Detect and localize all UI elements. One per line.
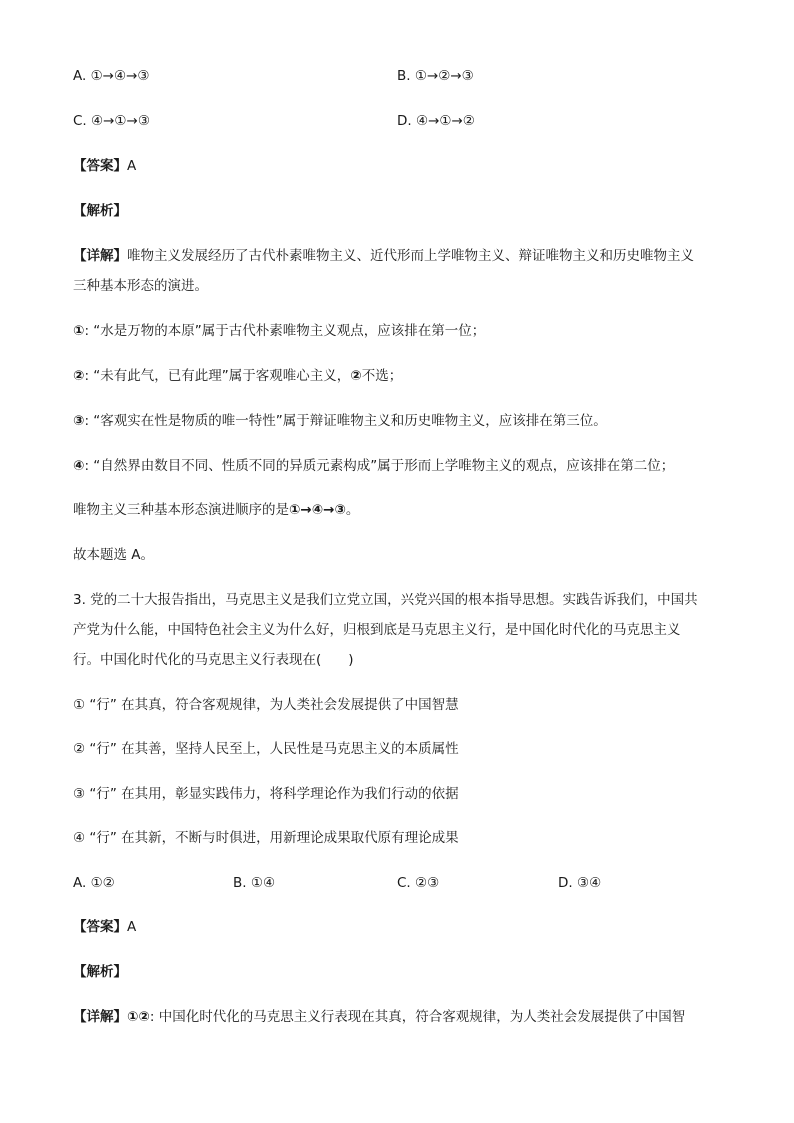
order-sequence: ①→④→③ bbox=[289, 502, 346, 518]
q2-detail-line-2: 三种基本形态的演进。 bbox=[73, 278, 208, 294]
detail-marks: ①② bbox=[127, 1009, 150, 1025]
q2-conclusion: 故本题选 A。 bbox=[73, 547, 155, 563]
detail-text: 唯物主义发展经历了古代朴素唯物主义、近代形而上学唯物主义、辩证唯物主义和历史唯物主义 bbox=[127, 248, 694, 264]
q2-analysis-tag bbox=[73, 201, 127, 221]
answer-tag: 【答案】 bbox=[73, 919, 127, 935]
q2-option-a: A. ①→④→③ bbox=[73, 68, 150, 84]
analysis-tag: 【解析】 bbox=[73, 203, 127, 219]
q3-analysis-tag bbox=[73, 962, 127, 982]
q3-option-d: D. ③④ bbox=[558, 875, 602, 891]
item-tail: 不选； bbox=[361, 368, 403, 384]
answer-tag: 【答案】 bbox=[73, 158, 127, 174]
item-mark: ② bbox=[73, 368, 85, 384]
q2-answer bbox=[73, 156, 136, 176]
item-mark: ③ bbox=[73, 413, 85, 429]
q3-option-c: C. ②③ bbox=[397, 875, 440, 891]
q2-option-d: D. ④→①→② bbox=[397, 113, 475, 129]
q3-detail-line-1 bbox=[73, 1007, 685, 1027]
q2-option-c: C. ④→①→③ bbox=[73, 113, 150, 129]
q2-option-b: B. ①→②→③ bbox=[397, 68, 474, 84]
item-mark: ① bbox=[73, 323, 85, 339]
item-text: : “自然界由数目不同、性质不同的异质元素构成”属于形而上学唯物主义的观点，应该排在第二位； bbox=[84, 458, 675, 474]
detail-tag: 【详解】 bbox=[73, 248, 127, 264]
q3-statement-2: ② “行” 在其善，坚持人民至上，人民性是马克思主义的本质属性 bbox=[73, 741, 459, 757]
order-text: 唯物主义三种基本形态演进顺序的是 bbox=[73, 502, 289, 518]
q3-stem-line-2: 产党为什么能，中国特色社会主义为什么好，归根到底是马克思主义行，是中国化时代化的马克思主义 bbox=[73, 622, 681, 638]
item-text: : “客观实在性是物质的唯一特性”属于辩证唯物主义和历史唯物主义，应该排在第三位。 bbox=[84, 413, 607, 429]
item-text: : “水是万物的本原”属于古代朴素唯物主义观点，应该排在第一位； bbox=[84, 323, 486, 339]
answer-value: A bbox=[127, 919, 137, 935]
item-mark: ④ bbox=[73, 458, 85, 474]
item-mark-inline: ② bbox=[350, 368, 362, 384]
q3-option-b: B. ①④ bbox=[233, 875, 276, 891]
item-text: : “未有此气，已有此理”属于客观唯心主义， bbox=[84, 368, 351, 384]
q3-statement-4: ④ “行” 在其新，不断与时俱进，用新理论成果取代原有理论成果 bbox=[73, 830, 459, 846]
q3-answer bbox=[73, 917, 136, 937]
answer-value: A bbox=[127, 158, 137, 174]
q2-item-4 bbox=[73, 456, 674, 476]
detail-text: : 中国化时代化的马克思主义行表现在其真，符合客观规律，为人类社会发展提供了中国智 bbox=[149, 1009, 686, 1025]
detail-tag: 【详解】 bbox=[73, 1009, 127, 1025]
q3-statement-1: ① “行” 在其真，符合客观规律，为人类社会发展提供了中国智慧 bbox=[73, 697, 459, 713]
q2-detail-line-1 bbox=[73, 246, 694, 266]
q3-option-a: A. ①② bbox=[73, 875, 115, 891]
q3-stem-line-3: 行。中国化时代化的马克思主义行表现在( ) bbox=[73, 652, 354, 668]
q2-item-1 bbox=[73, 321, 485, 341]
q3-statement-3: ③ “行” 在其用，彰显实践伟力，将科学理论作为我们行动的依据 bbox=[73, 786, 459, 802]
q3-stem-line-1: 3. 党的二十大报告指出，马克思主义是我们立党立国，兴党兴国的根本指导思想。实践告诉我们，中国共 bbox=[73, 592, 698, 608]
q2-order-line bbox=[73, 500, 359, 520]
order-end: 。 bbox=[345, 502, 360, 518]
q2-item-3 bbox=[73, 411, 607, 431]
q2-item-2 bbox=[73, 366, 402, 386]
analysis-tag: 【解析】 bbox=[73, 964, 127, 980]
